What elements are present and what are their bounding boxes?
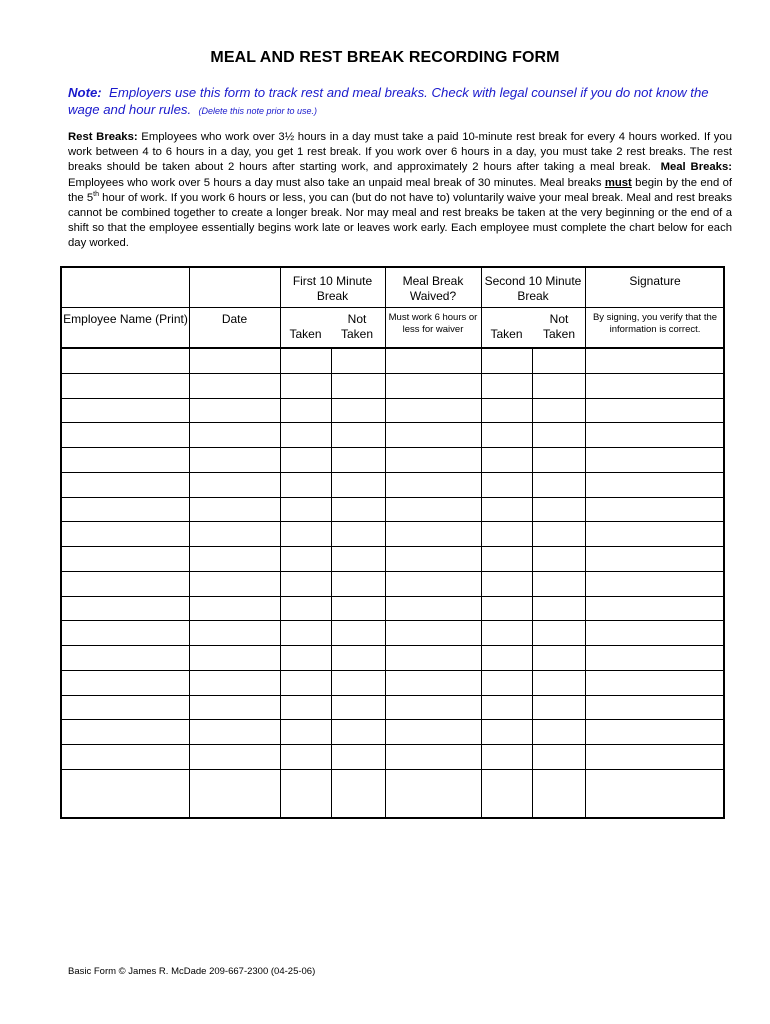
table-row <box>62 447 723 448</box>
table-row <box>62 596 723 597</box>
column-divider <box>280 268 281 817</box>
header-bottom-rule <box>62 347 723 349</box>
meal-breaks-text-c: hour of work. If you work 6 hours or less, you can (but do not have to) voluntarily waive your meal break. Meal and rest breaks cannot be combined together to create a longer break. Nor may meal and rest breaks be taken at the very beginning or the end of a shift so that the employee essentially begins work late or leaves work early. Each employee must complete the chart below for each day worked. <box>68 191 732 250</box>
column-divider <box>532 348 533 817</box>
note-text: Employers use this form to track rest and meal breaks. Check with legal counsel if you do not know the wage and hour rules. <box>68 85 709 117</box>
header-second-break: Second 10 Minute Break <box>484 274 582 303</box>
header-divider <box>62 307 723 308</box>
header-employee-name: Employee Name (Print) <box>63 312 188 326</box>
table-row <box>62 571 723 572</box>
table-row <box>62 769 723 770</box>
header-date: Date <box>221 312 248 326</box>
break-recording-table <box>60 266 725 819</box>
form-title: MEAL AND REST BREAK RECORDING FORM <box>210 49 560 66</box>
employer-note <box>68 84 732 120</box>
header-meal-waived: Meal Break Waived? <box>402 274 464 303</box>
table-row <box>62 620 723 621</box>
break-rules-paragraph <box>68 130 732 252</box>
header-meal-waived-note: Must work 6 hours or less for waiver <box>388 312 478 335</box>
meal-breaks-text-a: Employees who work over 5 hours a day must also take an unpaid meal break of 30 minutes. Meal breaks <box>68 176 602 189</box>
table-row <box>62 422 723 423</box>
header-first-break: First 10 Minute Break <box>292 274 373 303</box>
column-divider <box>331 348 332 817</box>
meal-breaks-text-b: begin by the end of the 5 <box>68 176 732 204</box>
header-second-not-taken: Not Taken <box>542 312 576 341</box>
table-row <box>62 546 723 547</box>
table-row <box>62 398 723 399</box>
table-row <box>62 521 723 522</box>
table-row <box>62 719 723 720</box>
column-divider <box>189 268 190 817</box>
rest-breaks-label: Rest Breaks: <box>68 131 138 143</box>
note-label: Note: <box>68 85 102 100</box>
meal-breaks-label: Meal Breaks: <box>660 161 732 174</box>
table-row <box>62 497 723 498</box>
table-row <box>62 744 723 745</box>
column-divider <box>385 268 386 817</box>
table-row <box>62 373 723 374</box>
ordinal-suffix: th <box>93 191 99 199</box>
header-signature-note: By signing, you verify that the information is correct. <box>592 312 718 335</box>
column-divider <box>481 268 482 817</box>
note-delete-hint: (Delete this note prior to use.) <box>198 106 318 116</box>
table-row <box>62 670 723 671</box>
header-second-taken: Taken <box>490 327 523 341</box>
column-divider <box>585 268 586 817</box>
table-row <box>62 472 723 473</box>
must-emphasis: must <box>604 176 632 189</box>
form-footer: Basic Form © James R. McDade 209-667-2300 (04-25-06) <box>68 966 316 977</box>
table-row <box>62 645 723 646</box>
header-first-taken: Taken <box>289 327 322 341</box>
table-row <box>62 695 723 696</box>
header-first-not-taken: Not Taken <box>340 312 374 341</box>
header-signature: Signature <box>629 274 681 288</box>
rest-breaks-text: Employees who work over 3½ hours in a day must take a paid 10-minute rest break for every 4 hours worked. If you work between 4 to 6 hours in a day, you get 1 rest break. If you work over 6 hours in a day, you must take 2 rest breaks. The rest breaks should be taken about 2 hours after starting work, and approximately 2 hours after taking a meal break. <box>68 131 733 174</box>
